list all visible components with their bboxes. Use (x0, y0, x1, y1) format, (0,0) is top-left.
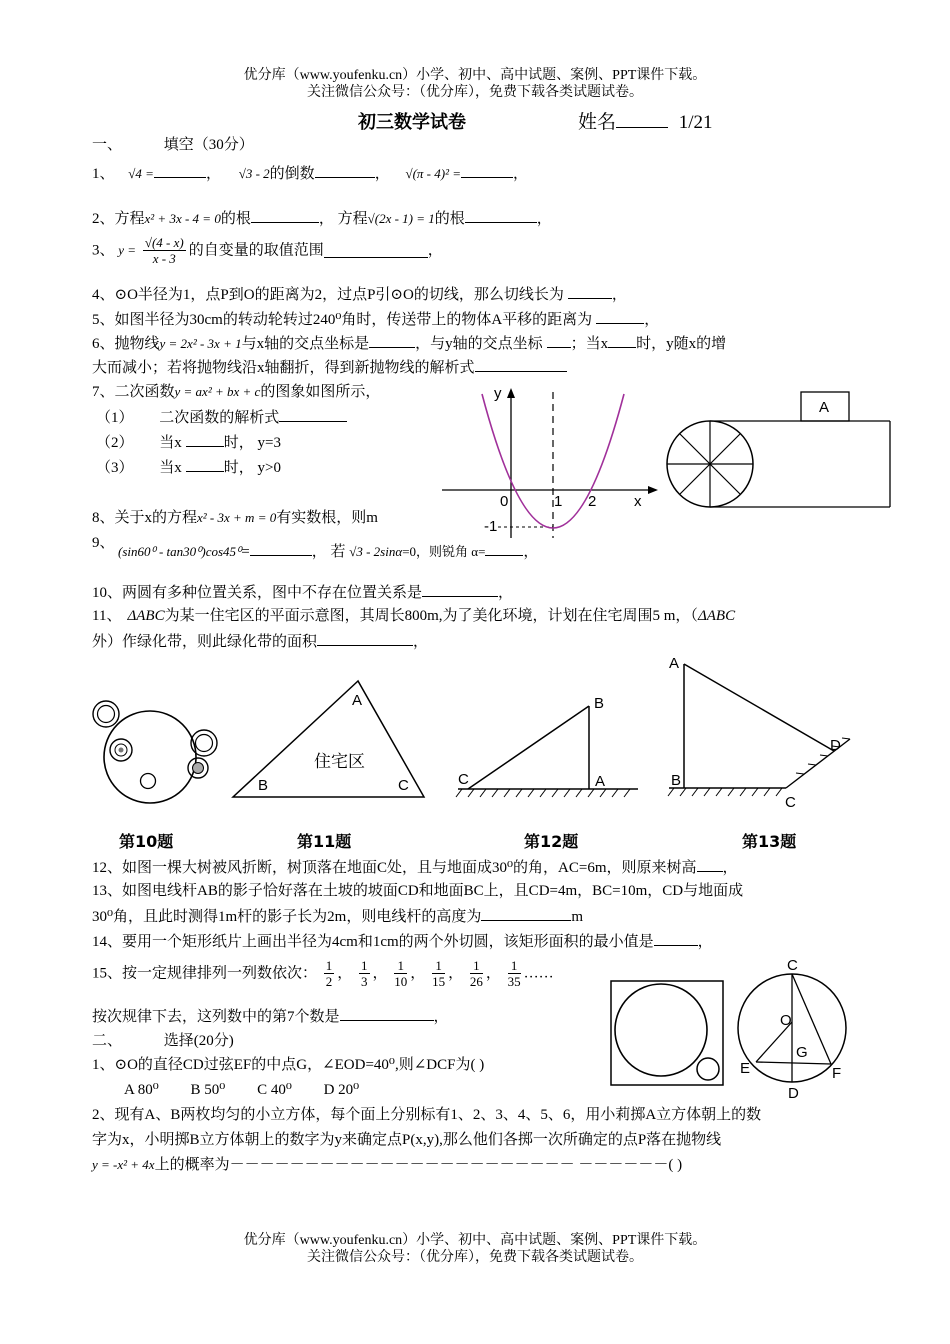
chord-label-g: G (796, 1044, 808, 1061)
figure-12-tree (454, 690, 640, 802)
graph-y-arrow-icon (507, 388, 515, 398)
q6-text-2: 与x轴的交点坐标是 (241, 336, 370, 352)
q9-text-2: =0，则锐角 α= (402, 544, 486, 559)
question-8 (92, 508, 378, 528)
q11-expr-2: ΔABC (697, 608, 736, 624)
fig10-right-inside-inner (193, 763, 204, 774)
q1-sep-2: ， (374, 166, 390, 182)
question-3 (92, 235, 443, 266)
fig11-label-a: A (352, 692, 363, 709)
graph-x-label: x (634, 493, 642, 510)
q2-sep: ， (536, 211, 552, 227)
name-label: 姓名 (578, 112, 617, 133)
question-9 (92, 533, 115, 553)
q1-expr-2: √3 - 2 (238, 166, 270, 181)
c1-option-c[interactable]: C 40⁰ (257, 1082, 292, 1098)
figure-11-triangle (228, 678, 430, 802)
q1-blank-1 (154, 163, 206, 178)
q5-sep: ， (644, 312, 660, 328)
q2-expr-2: √(2x - 1) = 1 (367, 211, 435, 226)
question-11-line-1 (92, 606, 735, 626)
q2-text-2: 的根 (220, 211, 251, 227)
q15-fraction-5: $\frac{1}{26}$ (469, 958, 483, 989)
q6-text-5: 时，y随x的增 (636, 336, 727, 352)
q7-sub-3-number: （3） (96, 460, 134, 476)
q11-blank (317, 631, 413, 646)
q13-line-2-text: 30⁰角，且此时测得1m杆的影子长为2m，则电线杆的高度为 (92, 909, 482, 925)
q6-text-1: 6、抛物线 (92, 336, 160, 352)
q15-sep-2: ， (372, 965, 388, 982)
q3-text: 的自变量的取值范围 (188, 242, 324, 259)
caption-fig-13: 第13题 (742, 832, 797, 851)
conveyor-wheel-figure (662, 388, 894, 514)
q7-sub-2-text-a: 当x (159, 435, 182, 451)
q14-sep: ， (697, 934, 713, 950)
fig10-top-left-inner (98, 706, 115, 723)
q2-text-4: 的根 (434, 211, 465, 227)
q11-expr-1: ΔABC (127, 608, 165, 624)
q1-sep-3: ， (513, 166, 529, 182)
q12-sep: ， (722, 860, 738, 876)
q6-expr: y = 2x² - 3x + 1 (159, 336, 242, 351)
figure-10-circles (88, 695, 223, 815)
section-2-title: 选择(20分) (163, 1033, 234, 1049)
choice-question-1 (92, 1055, 484, 1075)
q13-blank (481, 906, 571, 921)
question-7 (92, 382, 380, 402)
question-1 (92, 163, 528, 184)
q9-blank-2 (485, 541, 523, 556)
q3-fraction (143, 235, 186, 266)
q1-blank-3 (461, 163, 513, 178)
q3-numerator: √(4 - x) (144, 235, 184, 250)
q1-sep-1: ， (205, 166, 221, 182)
fig11-label-b: B (258, 777, 269, 794)
graph-x-arrow-icon (648, 486, 658, 494)
figure-circle-chord (736, 956, 858, 1102)
q9-expr-2: √3 - 2sinα (349, 544, 403, 559)
caption-fig-10: 第10题 (119, 832, 174, 851)
c2-line-2-text: 字为x，小明掷B立方体朝上的数字为y来确定点P(x,y),那么他们各掷一次所确定的点P落在抛物线 (92, 1132, 722, 1148)
q7-sub-3 (96, 457, 281, 478)
q3-expr: y = (118, 242, 137, 258)
q7-sub-1-blank (279, 407, 347, 422)
header-line-2: 关注微信公众号：（优分库），免费下载各类试题试卷。 (307, 85, 643, 100)
question-5 (92, 309, 659, 330)
c2-line-3-text: 上的概率为－－－－－－－－－－－－－－－－－－－－－－－ －－－－－－( ) (154, 1157, 683, 1173)
fig13-label-a: A (669, 655, 680, 672)
q2-expr-1: x² + 3x - 4 = 0 (144, 211, 221, 226)
q1-expr-1: √4 = (128, 166, 154, 181)
q7-sub-3-blank (186, 457, 224, 472)
q15-fraction-2: $\frac{1}{3}$ (361, 958, 368, 989)
page-number: 1/21 (678, 112, 713, 133)
graph-tick-2: 2 (588, 493, 597, 510)
q4-sep: ， (611, 287, 627, 303)
q2-text-1: 2、方程 (92, 211, 145, 227)
fig12-label-b: B (594, 695, 605, 712)
q11-sep: ， (413, 634, 429, 650)
q5-text: 5、如图半径为30cm的转动轮转过240⁰角时，传送带上的物体A平移的距离为 (92, 312, 593, 328)
q15-text: 15、按一定规律排列一列数依次： (92, 965, 318, 982)
q3-sep: ， (427, 242, 443, 259)
q1-expr-3: √(π - 4)² = (405, 166, 462, 181)
q1-blank-2 (315, 163, 375, 178)
question-12 (92, 857, 738, 878)
question-6-line-2 (92, 357, 567, 378)
q7-expr: y = ax² + bx + c (174, 384, 261, 399)
rect-big-circle (615, 984, 707, 1076)
fig12-label-a: A (595, 773, 606, 790)
fig13-label-c: C (785, 794, 796, 811)
q9-sep-1: ， 若 (311, 544, 346, 560)
page-title: 初三数学试卷 (358, 112, 466, 132)
q7-sub-1-text: 二次函数的解析式 (159, 410, 280, 426)
q15-fraction-4: $\frac{1}{15}$ (432, 958, 446, 989)
fig13-label-b: B (671, 772, 682, 789)
chord-label-c: C (787, 957, 798, 974)
fig11-label-c: C (398, 777, 409, 794)
q15-sep-5: ， (485, 965, 501, 982)
q6-blank-4 (475, 357, 567, 372)
graph-tick-1: 1 (554, 493, 563, 510)
question-13-line-1 (92, 881, 743, 901)
q15-fraction-3: $\frac{1}{10}$ (394, 958, 408, 989)
q6-blank-2 (547, 333, 571, 348)
q10-text: 10、两圆有多种位置关系，图中不存在位置关系是 (92, 585, 423, 601)
c1-option-b[interactable]: B 50⁰ (190, 1082, 226, 1098)
q8-expr: x² - 3x + m = 0 (197, 510, 277, 525)
q9-number: 9、 (92, 535, 115, 551)
q1-number: 1、 (92, 166, 115, 182)
chord-label-d: D (788, 1085, 799, 1102)
graph-tick-neg-1: -1 (484, 518, 498, 535)
q15-sep-6: ， (433, 1009, 449, 1025)
q3-denominator: x - 3 (152, 251, 176, 266)
q15-blank (340, 1006, 434, 1021)
q14-text: 14、要用一个矩形纸片上画出半径为4cm和1cm的两个外切圆，该矩形面积的最小值是 (92, 934, 654, 950)
section-1-number: 一、 (92, 137, 123, 153)
c1-text: 1、⊙O的直径CD过弦EF的中点G，∠EOD=40⁰,则∠DCF为( ) (92, 1057, 485, 1073)
q15-sep-3: ， (410, 965, 426, 982)
caption-fig-11: 第11题 (297, 832, 352, 851)
graph-y-label: y (494, 385, 502, 402)
q9-sep-2: ， (523, 544, 539, 560)
c2-expr: y = -x² + 4x (92, 1157, 155, 1172)
name-field (578, 107, 713, 134)
name-blank (616, 113, 668, 128)
chord-label-e: E (740, 1060, 751, 1077)
choice-question-2-line-1 (92, 1105, 761, 1125)
parabola-graph (436, 378, 664, 540)
q4-blank (568, 284, 612, 299)
fig12-broken-top (468, 706, 589, 789)
fig10-inside-dot (119, 748, 124, 753)
fig11-inside-label: 住宅区 (314, 752, 365, 771)
q10-sep: ， (498, 585, 514, 601)
q15-fraction-1: $\frac{1}{2}$ (325, 958, 333, 989)
q1-text-2: 的倒数 (269, 166, 315, 182)
q7-sub-1 (96, 407, 347, 428)
q9-blank-1 (250, 541, 312, 556)
q4-text: 4、⊙O半径为1，点P到O的距离为2，过点P引⊙O的切线，那么切线长为 (92, 287, 564, 303)
q7-text-2: 的图象如图所示， (260, 384, 381, 400)
chord-label-f: F (832, 1065, 842, 1082)
q6-text-3: ，与y轴的交点坐标 (415, 336, 543, 352)
q15-sep-1: ， (337, 965, 353, 982)
question-13-line-2 (92, 906, 583, 927)
q9-expr-1: (sin60⁰ - tan30⁰)cos45⁰ (118, 544, 242, 559)
q8-text-1: 8、关于x的方程 (92, 510, 198, 526)
footer-line-2: 关注微信公众号：（优分库），免费下载各类试题试卷。 (307, 1250, 643, 1265)
q7-sub-3-text-a: 当x (159, 460, 182, 476)
figure-circles-in-rectangle (608, 978, 726, 1088)
q13-unit: m (571, 909, 584, 925)
question-11-line-2 (92, 631, 428, 652)
question-2 (92, 208, 552, 229)
q8-text-2: 有实数根，则m (276, 510, 378, 526)
question-6-line-1 (92, 333, 726, 354)
c1-options (124, 1080, 359, 1100)
q11-line-2-text: 外）作绿化带，则此绿化带的面积 (92, 634, 318, 650)
choice-question-2-line-3 (92, 1155, 682, 1175)
c1-option-a[interactable]: A 80⁰ (124, 1082, 159, 1098)
fig12-label-c: C (458, 771, 469, 788)
q9-body (118, 541, 538, 562)
q6-line-2-text: 大而减小；若将抛物线沿x轴翻折，得到新抛物线的解析式 (92, 360, 475, 376)
q2-blank-1 (251, 208, 319, 223)
q7-text-1: 7、二次函数 (92, 384, 175, 400)
chord-label-o: O (780, 1012, 792, 1029)
question-14 (92, 931, 713, 952)
fig12-ground-hatch (456, 789, 630, 797)
fig13-shadow-ray (684, 664, 834, 751)
q3-number: 3、 (92, 242, 115, 259)
section-2-number: 二、 (92, 1033, 123, 1049)
c2-line-1-text: 2、现有A、B两枚均匀的小立方体，每个面上分别标有1、2、3、4、5、6，用小莉掷A立方体朝上的数 (92, 1107, 762, 1123)
q12-blank (697, 857, 723, 872)
q14-blank (654, 931, 698, 946)
q12-text: 12、如图一棵大树被风折断，树顶落在地面C处，且与地面成30⁰的角，AC=6m，则原来树高 (92, 860, 697, 876)
q7-sub-2-text-b: 时， y=3 (223, 435, 281, 451)
q2-blank-2 (465, 208, 537, 223)
q15-ellipsis: …… (523, 965, 554, 982)
q10-blank (422, 582, 498, 597)
q15-line-2-text: 按次规律下去，这列数中的第7个数是 (92, 1009, 340, 1025)
q11-text-1: 为某一住宅区的平面示意图，其周长800m,为了美化环境，计划在住宅周围5 m，（ (164, 608, 698, 624)
c1-option-d[interactable]: D 20⁰ (323, 1082, 360, 1098)
q7-sub-3-text-b: 时， y>0 (223, 460, 281, 476)
fig10-right-outside-inner (196, 735, 213, 752)
question-15 (92, 958, 554, 989)
q7-sub-1-number: （1） (96, 410, 134, 426)
section-2-heading (92, 1031, 234, 1051)
q11-number: 11、 (92, 608, 122, 624)
question-10 (92, 582, 513, 603)
q6-blank-3 (608, 333, 636, 348)
fig13-ground-hatch (668, 738, 850, 796)
figure-13-pole (664, 654, 856, 812)
header-line-1: 优分库（www.youfenku.cn）小学、初中、高中试题、案例、PPT课件下载。 (243, 68, 707, 83)
caption-fig-12: 第12题 (524, 832, 579, 851)
q3-blank (324, 243, 428, 258)
q6-blank-1 (369, 333, 415, 348)
q15-fraction-6: $\frac{1}{35}$ (507, 958, 521, 989)
section-1-heading (92, 135, 254, 155)
q7-sub-2 (96, 432, 281, 453)
rect-small-circle (697, 1058, 719, 1080)
fig13-label-d: D (830, 737, 841, 754)
q7-sub-2-number: （2） (96, 435, 134, 451)
q7-sub-2-blank (186, 432, 224, 447)
section-1-title: 填空（30分） (163, 137, 254, 153)
footer-line-1: 优分库（www.youfenku.cn）小学、初中、高中试题、案例、PPT课件下载。 (243, 1233, 707, 1248)
conveyor-object-label: A (819, 399, 830, 416)
q5-blank (596, 309, 644, 324)
question-4 (92, 284, 627, 305)
fig10-big-circle (104, 711, 196, 803)
question-15-line-2 (92, 1006, 449, 1027)
chord-ef (756, 1062, 831, 1064)
fig10-bottom-circle (141, 774, 156, 789)
q6-text-4: ；当x (570, 336, 609, 352)
q2-text-3: ， 方程 (318, 211, 368, 227)
q9-equals: = (241, 544, 250, 560)
q15-sep-4: ， (448, 965, 464, 982)
q13-line-1-text: 13、如图电线杆AB的影子恰好落在土坡的坡面CD和地面BC上，且CD=4m，BC=10m，CD与地面成 (92, 883, 744, 899)
choice-question-2-line-2 (92, 1130, 721, 1150)
graph-origin-label: 0 (500, 493, 509, 510)
